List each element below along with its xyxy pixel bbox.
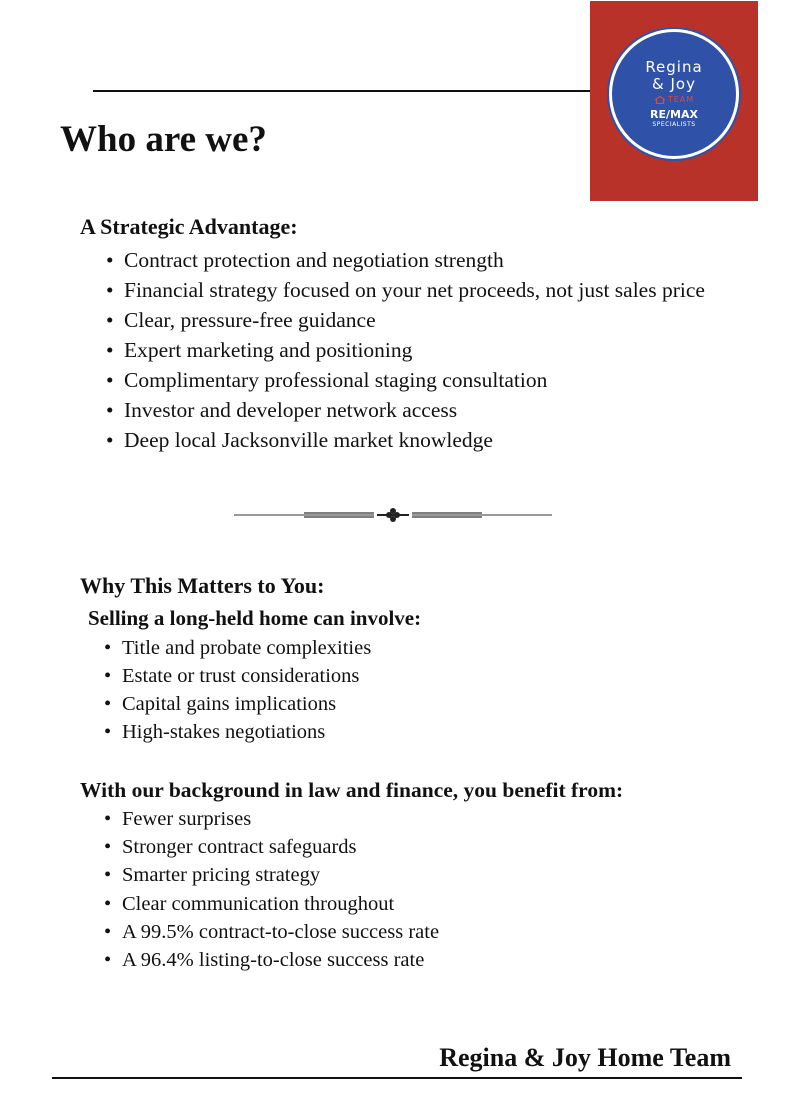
list-item: • Smarter pricing strategy	[102, 861, 702, 889]
fleuron-divider-icon	[234, 507, 552, 523]
list-item: • Clear communication throughout	[102, 890, 702, 918]
strategic-list	[104, 245, 764, 455]
team-logo	[609, 29, 739, 159]
logo-line-3	[654, 93, 694, 106]
benefit-list	[102, 805, 702, 974]
bottom-rule	[52, 1077, 742, 1079]
list-item: • Capital gains implications	[102, 690, 602, 718]
logo-line-4: RE/MAX	[650, 108, 698, 121]
list-item: • Expert marketing and positioning	[104, 335, 764, 365]
why-heading: Why This Matters to You:	[80, 573, 325, 598]
list-item: • A 99.5% contract-to-close success rate	[102, 918, 702, 946]
list-item: • Contract protection and negotiation strength	[104, 245, 764, 275]
benefit-heading: With our background in law and finance, you benefit from:	[80, 778, 624, 802]
logo-panel	[590, 1, 758, 201]
logo-team-text: TEAM	[667, 95, 695, 104]
strategic-heading: A Strategic Advantage:	[80, 214, 298, 239]
page-title: Who are we?	[60, 119, 267, 160]
list-item: • Stronger contract safeguards	[102, 833, 702, 861]
list-item: • Title and probate complexities	[102, 634, 602, 662]
list-item: • Investor and developer network access	[104, 395, 764, 425]
list-item: • Clear, pressure-free guidance	[104, 305, 764, 335]
list-item: • Deep local Jacksonville market knowledge	[104, 425, 764, 455]
list-item: • Complimentary professional staging consultation	[104, 365, 764, 395]
footer-team-name: Regina & Joy Home Team	[439, 1043, 731, 1072]
house-icon	[654, 96, 666, 104]
why-subheading: Selling a long-held home can involve:	[88, 606, 422, 630]
top-rule	[93, 90, 593, 92]
why-list	[102, 634, 602, 746]
logo-line-5: SPECIALISTS	[652, 121, 696, 128]
list-item: • A 96.4% listing-to-close success rate	[102, 946, 702, 974]
list-item: • Financial strategy focused on your net proceeds, not just sales price	[104, 275, 764, 305]
logo-line-1: Regina	[645, 58, 703, 76]
list-item: • Estate or trust considerations	[102, 662, 602, 690]
list-item: • Fewer surprises	[102, 805, 702, 833]
logo-line-2: & Joy	[652, 75, 696, 93]
list-item: • High-stakes negotiations	[102, 718, 602, 746]
